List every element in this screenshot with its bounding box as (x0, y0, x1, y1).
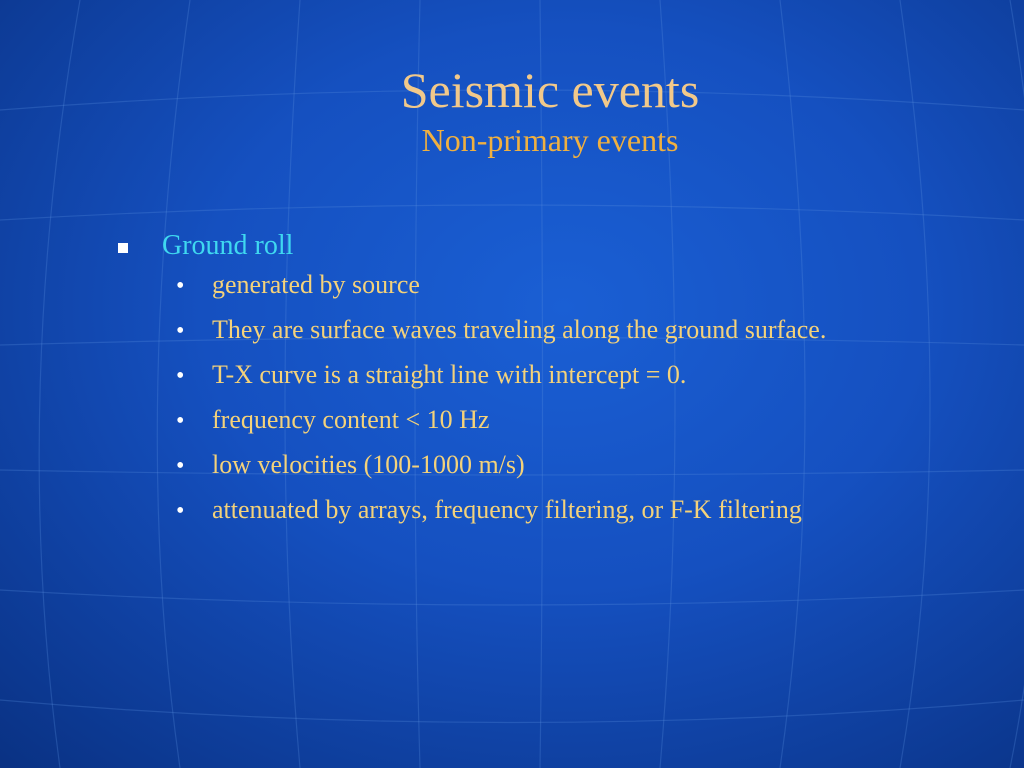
title-block (300, 60, 800, 160)
bullet-text: generated by source (212, 270, 420, 299)
bullet-text: frequency content < 10 Hz (212, 405, 490, 434)
list-item (176, 450, 998, 495)
bullet-dot-icon: • (176, 408, 185, 434)
bullet-text: attenuated by arrays, frequency filtering, or F-K filtering (212, 495, 802, 524)
slide-title: Seismic events (400, 62, 700, 118)
slide-subtitle: Non-primary events (421, 122, 679, 158)
bullet-text: They are surface waves traveling along the ground surface. (212, 315, 827, 344)
section-heading: Ground roll (162, 230, 294, 261)
slide-content (118, 224, 998, 540)
list-item (176, 495, 998, 540)
list-item (176, 315, 998, 360)
bullet-text: low velocities (100-1000 m/s) (212, 450, 525, 479)
section-heading-row (118, 224, 998, 268)
bullet-dot-icon: • (176, 498, 185, 524)
bullet-list (118, 270, 998, 540)
bullet-dot-icon: • (176, 363, 185, 389)
bullet-dot-icon: • (176, 273, 185, 299)
list-item (176, 270, 998, 315)
bullet-text: T-X curve is a straight line with intercept = 0. (212, 360, 687, 389)
list-item (176, 360, 998, 405)
list-item (176, 405, 998, 450)
square-bullet-icon (118, 243, 128, 253)
bullet-dot-icon: • (176, 453, 185, 479)
bullet-dot-icon: • (176, 318, 185, 344)
